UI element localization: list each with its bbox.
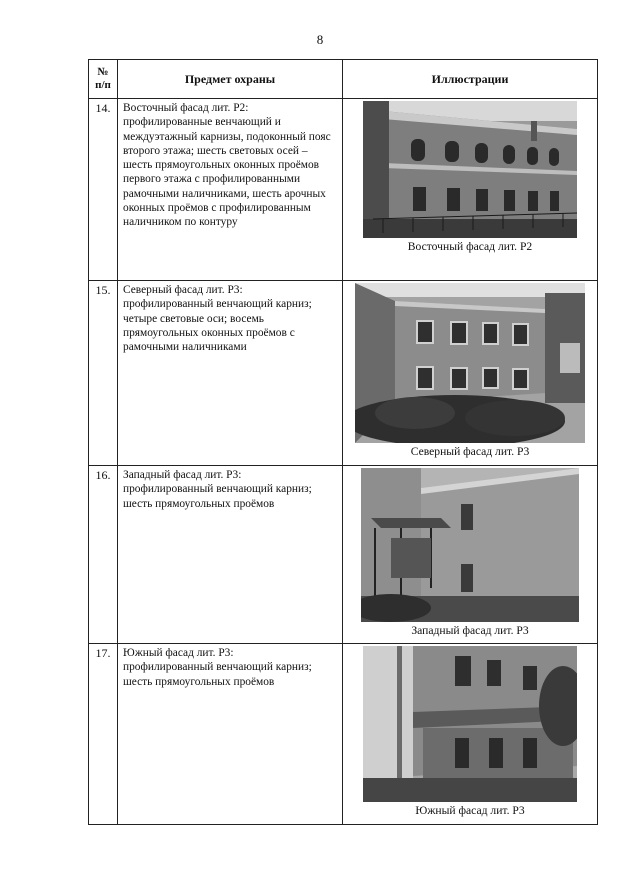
header-illustrations: Иллюстрации (343, 60, 598, 99)
table-row (89, 99, 598, 281)
photo-caption: Западный фасад лит. Р3 (411, 624, 529, 637)
row-subject (118, 99, 343, 281)
row-subject (118, 644, 343, 825)
row-illustration (343, 466, 598, 644)
header-number (89, 60, 118, 99)
row-subject-text: профилированный венчающий карниз; шесть прямоугольных проёмов (123, 661, 312, 688)
table-row (89, 466, 598, 644)
row-subject-text: профилированный венчающий карниз; четыре световые оси; восемь прямоугольных оконных проёмов с рамочными наличниками (123, 298, 312, 354)
table-row (89, 644, 598, 825)
header-subject: Предмет охраны (118, 60, 343, 99)
row-number: 17. (89, 644, 118, 825)
row-subject-text: профилированный венчающий карниз; шесть прямоугольных проёмов (123, 483, 312, 510)
photo-north-facade-p3 (355, 283, 585, 443)
header-number-label: № п/п (95, 66, 111, 91)
row-number: 15. (89, 281, 118, 466)
row-subject-text: профилированные венчающий и междуэтажный карнизы, подоконный пояс второго этажа; шесть световых осей – шесть прямоугольных оконных проёмов первого этажа с профилированными рамочными наличниками, шесть арочных оконных проёмов с профилированным наличником по контуру (123, 116, 331, 229)
photo-east-facade-p2 (363, 101, 577, 238)
protection-table (88, 59, 598, 825)
row-subject-title: Западный фасад лит. Р3: (123, 469, 242, 481)
row-subject-title: Южный фасад лит. Р3: (123, 647, 234, 659)
table-row (89, 281, 598, 466)
table-header-row (89, 60, 598, 99)
row-illustration (343, 644, 598, 825)
row-illustration (343, 281, 598, 466)
row-subject (118, 281, 343, 466)
photo-west-facade-p3 (361, 468, 579, 622)
photo-caption: Восточный фасад лит. Р2 (407, 240, 533, 253)
photo-caption: Южный фасад лит. Р3 (415, 804, 525, 817)
row-illustration (343, 99, 598, 281)
row-number: 16. (89, 466, 118, 644)
photo-south-facade-p3 (363, 646, 577, 802)
row-subject-title: Восточный фасад лит. Р2: (123, 102, 249, 114)
row-number: 14. (89, 99, 118, 281)
row-subject (118, 466, 343, 644)
page-number: 8 (316, 32, 324, 47)
row-subject-title: Северный фасад лит. Р3: (123, 284, 243, 296)
photo-caption: Северный фасад лит. Р3 (410, 445, 530, 458)
